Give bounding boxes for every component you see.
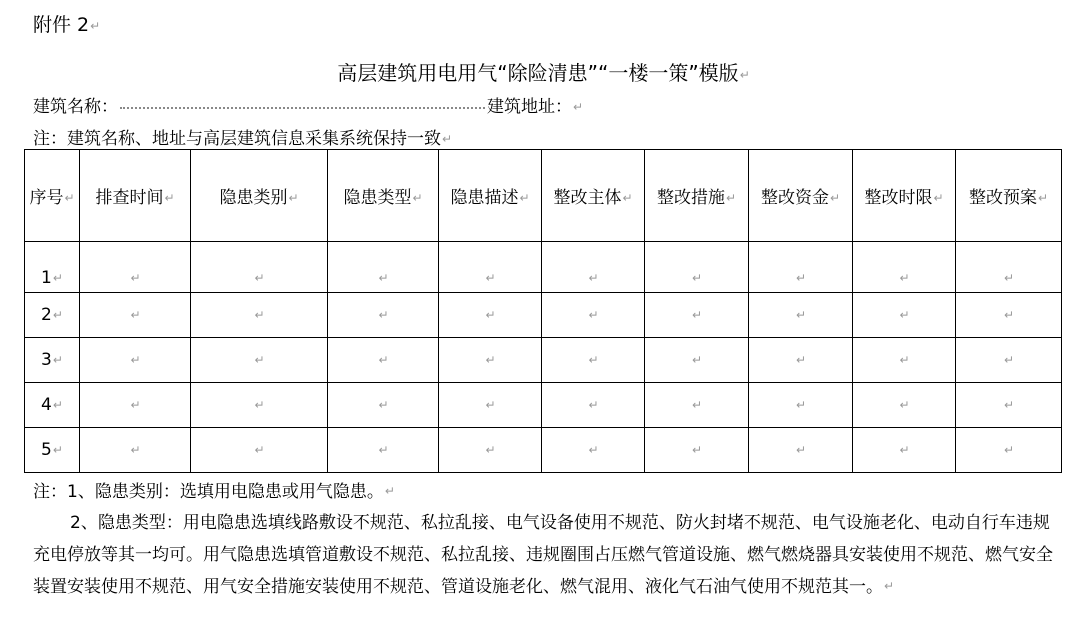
table-cell[interactable]	[80, 428, 191, 473]
paragraph-mark: ↵	[899, 271, 910, 285]
paragraph-mark: ↵	[130, 443, 141, 457]
column-header-text: 整改时限	[864, 188, 933, 208]
paragraph-mark: ↵	[899, 443, 910, 457]
table-cell[interactable]	[749, 293, 853, 338]
paragraph-mark: ↵	[795, 398, 807, 412]
paragraph-mark: ↵	[254, 271, 265, 285]
building-name-label: 建筑名称：	[33, 97, 118, 117]
paragraph-mark: ↵	[378, 308, 389, 322]
paragraph-mark: ↵	[52, 308, 63, 322]
paragraph-mark: ↵	[519, 191, 530, 205]
column-header	[645, 150, 749, 242]
row-number: 5	[41, 440, 52, 460]
paragraph-mark: ↵	[130, 353, 141, 367]
paragraph-mark: ↵	[1037, 191, 1049, 205]
table-cell[interactable]	[439, 428, 542, 473]
table-cell[interactable]	[749, 242, 853, 293]
table-cell[interactable]	[956, 383, 1062, 428]
column-header-text: 整改措施	[656, 188, 725, 208]
table-cell[interactable]	[956, 428, 1062, 473]
table-cell[interactable]	[956, 293, 1062, 338]
paragraph-mark: ↵	[254, 443, 265, 457]
table-cell[interactable]	[191, 242, 328, 293]
table-cell[interactable]	[749, 338, 853, 383]
paragraph-mark: ↵	[384, 484, 395, 498]
table-cell[interactable]	[328, 338, 439, 383]
paragraph-mark: ↵	[164, 191, 175, 205]
column-header	[80, 150, 191, 242]
table-cell[interactable]	[645, 293, 749, 338]
table-cell[interactable]	[542, 383, 645, 428]
table-cell[interactable]	[328, 383, 439, 428]
footer-note-2	[33, 508, 1053, 603]
table-cell[interactable]	[80, 338, 191, 383]
table-row	[25, 338, 1062, 383]
paragraph-mark: ↵	[588, 443, 599, 457]
paragraph-mark: ↵	[485, 353, 496, 367]
paragraph-mark: ↵	[52, 353, 63, 367]
paragraph-mark: ↵	[899, 353, 910, 367]
row-number-cell	[25, 293, 80, 338]
row-number: 2	[41, 305, 52, 325]
table-cell[interactable]	[542, 428, 645, 473]
document-title	[0, 57, 1087, 86]
paragraph-mark: ↵	[1003, 271, 1015, 285]
table-row	[25, 428, 1062, 473]
column-header	[749, 150, 853, 242]
table-cell[interactable]	[439, 338, 542, 383]
table-cell[interactable]	[542, 338, 645, 383]
paragraph-mark: ↵	[691, 398, 703, 412]
paragraph-mark: ↵	[691, 271, 703, 285]
paragraph-mark: ↵	[254, 353, 265, 367]
paragraph-mark: ↵	[130, 308, 141, 322]
column-header	[542, 150, 645, 242]
column-header	[956, 150, 1062, 242]
paragraph-mark: ↵	[795, 443, 807, 457]
footer-note-2-text: 2、隐患类型：用电隐患选填线路敷设不规范、私拉乱接、电气设备使用不规范、防火封堵不规范、电气设施老化、电动自行车违规充电停放等其一均可。用气隐患选填管道敷设不规范、私拉乱接、违规圈围占压燃气管道设施、燃气燃烧器具安装使用不规范、燃气安全装置安装使用不规范、用气安全措施安装使用不规范、管道设施老化、燃气混用、液化气石油气使用不规范其一。	[33, 513, 1053, 597]
table-cell[interactable]	[328, 242, 439, 293]
paragraph-mark: ↵	[899, 308, 910, 322]
paragraph-mark: ↵	[933, 191, 944, 205]
hazard-table	[24, 149, 1062, 473]
paragraph-mark: ↵	[1003, 443, 1015, 457]
table-cell[interactable]	[749, 428, 853, 473]
footer-note-1	[33, 476, 1053, 508]
table-cell[interactable]	[853, 338, 956, 383]
paragraph-mark: ↵	[588, 353, 599, 367]
paragraph-mark: ↵	[588, 271, 599, 285]
paragraph-mark: ↵	[691, 443, 703, 457]
paragraph-mark: ↵	[725, 191, 737, 205]
column-header	[439, 150, 542, 242]
table-cell[interactable]	[853, 383, 956, 428]
table-cell[interactable]	[645, 428, 749, 473]
table-cell[interactable]	[542, 242, 645, 293]
paragraph-mark: ↵	[485, 398, 496, 412]
paragraph-mark: ↵	[795, 271, 807, 285]
paragraph-mark: ↵	[288, 191, 299, 205]
paragraph-mark: ↵	[52, 398, 63, 412]
consistency-note	[33, 124, 452, 149]
table-cell[interactable]	[80, 242, 191, 293]
paragraph-mark: ↵	[1003, 353, 1015, 367]
paragraph-mark: ↵	[52, 271, 63, 285]
building-address-label: 建筑地址：	[487, 97, 572, 117]
table-cell[interactable]	[853, 242, 956, 293]
paragraph-mark: ↵	[378, 398, 389, 412]
row-number-cell	[25, 428, 80, 473]
footer-notes	[33, 476, 1053, 604]
table-cell[interactable]	[191, 383, 328, 428]
table-cell[interactable]	[191, 338, 328, 383]
table-cell[interactable]	[645, 383, 749, 428]
column-header	[25, 150, 80, 242]
table-row	[25, 242, 1062, 293]
table-cell[interactable]	[542, 293, 645, 338]
table-cell[interactable]	[328, 428, 439, 473]
table-cell[interactable]	[749, 383, 853, 428]
paragraph-mark: ↵	[1003, 308, 1015, 322]
table-cell[interactable]	[645, 338, 749, 383]
column-header	[853, 150, 956, 242]
row-number-cell	[25, 383, 80, 428]
column-header-text: 隐患描述	[450, 188, 519, 208]
paragraph-mark: ↵	[829, 191, 841, 205]
paragraph-mark: ↵	[130, 271, 141, 285]
row-number: 4	[41, 395, 52, 415]
paragraph-mark: ↵	[485, 271, 496, 285]
column-header-text: 整改主体	[553, 188, 622, 208]
table-cell[interactable]	[439, 383, 542, 428]
paragraph-mark: ↵	[588, 308, 599, 322]
table-cell[interactable]	[80, 383, 191, 428]
table-cell[interactable]	[853, 428, 956, 473]
paragraph-mark: ↵	[254, 308, 265, 322]
row-number-cell	[25, 338, 80, 383]
table-row	[25, 383, 1062, 428]
paragraph-mark: ↵	[130, 398, 141, 412]
column-header-text: 序号	[29, 188, 64, 208]
paragraph-mark: ↵	[795, 308, 807, 322]
table-cell[interactable]	[956, 338, 1062, 383]
column-header-text: 隐患类型	[343, 188, 412, 208]
paragraph-mark: ↵	[64, 191, 75, 205]
paragraph-mark: ↵	[573, 100, 584, 114]
paragraph-mark: ↵	[739, 67, 750, 82]
column-header-text: 排查时间	[95, 188, 164, 208]
column-header-text: 整改预案	[968, 188, 1037, 208]
paragraph-mark: ↵	[442, 132, 453, 146]
column-header	[328, 150, 439, 242]
footer-note-1-text: 注：1、隐患类别：选填用电隐患或用气隐患。	[33, 481, 384, 502]
table-cell[interactable]	[645, 242, 749, 293]
table-row	[25, 293, 1062, 338]
column-header	[191, 150, 328, 242]
row-number: 3	[41, 350, 52, 370]
table-cell[interactable]	[853, 293, 956, 338]
table-cell[interactable]	[80, 293, 191, 338]
paragraph-mark: ↵	[485, 308, 496, 322]
row-number-cell	[25, 242, 80, 293]
paragraph-mark: ↵	[485, 443, 496, 457]
attachment-text: 附件 2	[33, 14, 90, 36]
table-cell[interactable]	[191, 293, 328, 338]
row-number: 1	[41, 268, 52, 288]
paragraph-mark: ↵	[412, 191, 423, 205]
paragraph-mark: ↵	[52, 443, 63, 457]
paragraph-mark: ↵	[90, 18, 101, 33]
table-cell[interactable]	[328, 293, 439, 338]
paragraph-mark: ↵	[378, 271, 389, 285]
table-cell[interactable]	[439, 242, 542, 293]
paragraph-mark: ↵	[378, 443, 389, 457]
table-cell[interactable]	[439, 293, 542, 338]
paragraph-mark: ↵	[588, 398, 599, 412]
paragraph-mark: ↵	[691, 353, 703, 367]
paragraph-mark: ↵	[1003, 398, 1015, 412]
paragraph-mark: ↵	[899, 398, 910, 412]
table-header-row	[25, 150, 1062, 242]
paragraph-mark: ↵	[378, 353, 389, 367]
paragraph-mark: ↵	[691, 308, 703, 322]
paragraph-mark: ↵	[884, 579, 895, 594]
paragraph-mark: ↵	[795, 353, 807, 367]
paragraph-mark: ↵	[254, 398, 265, 412]
table-cell[interactable]	[191, 428, 328, 473]
table-cell[interactable]	[956, 242, 1062, 293]
attachment-label	[33, 10, 100, 37]
column-header-text: 整改资金	[760, 188, 829, 208]
building-name-field[interactable]	[120, 105, 485, 109]
paragraph-mark: ↵	[622, 191, 633, 205]
column-header-text: 隐患类别	[219, 188, 288, 208]
note-text: 注：建筑名称、地址与高层建筑信息采集系统保持一致	[33, 129, 441, 149]
building-info-row	[33, 92, 583, 117]
title-text: 高层建筑用电用气“除险清患”“一楼一策”模版	[337, 61, 739, 85]
